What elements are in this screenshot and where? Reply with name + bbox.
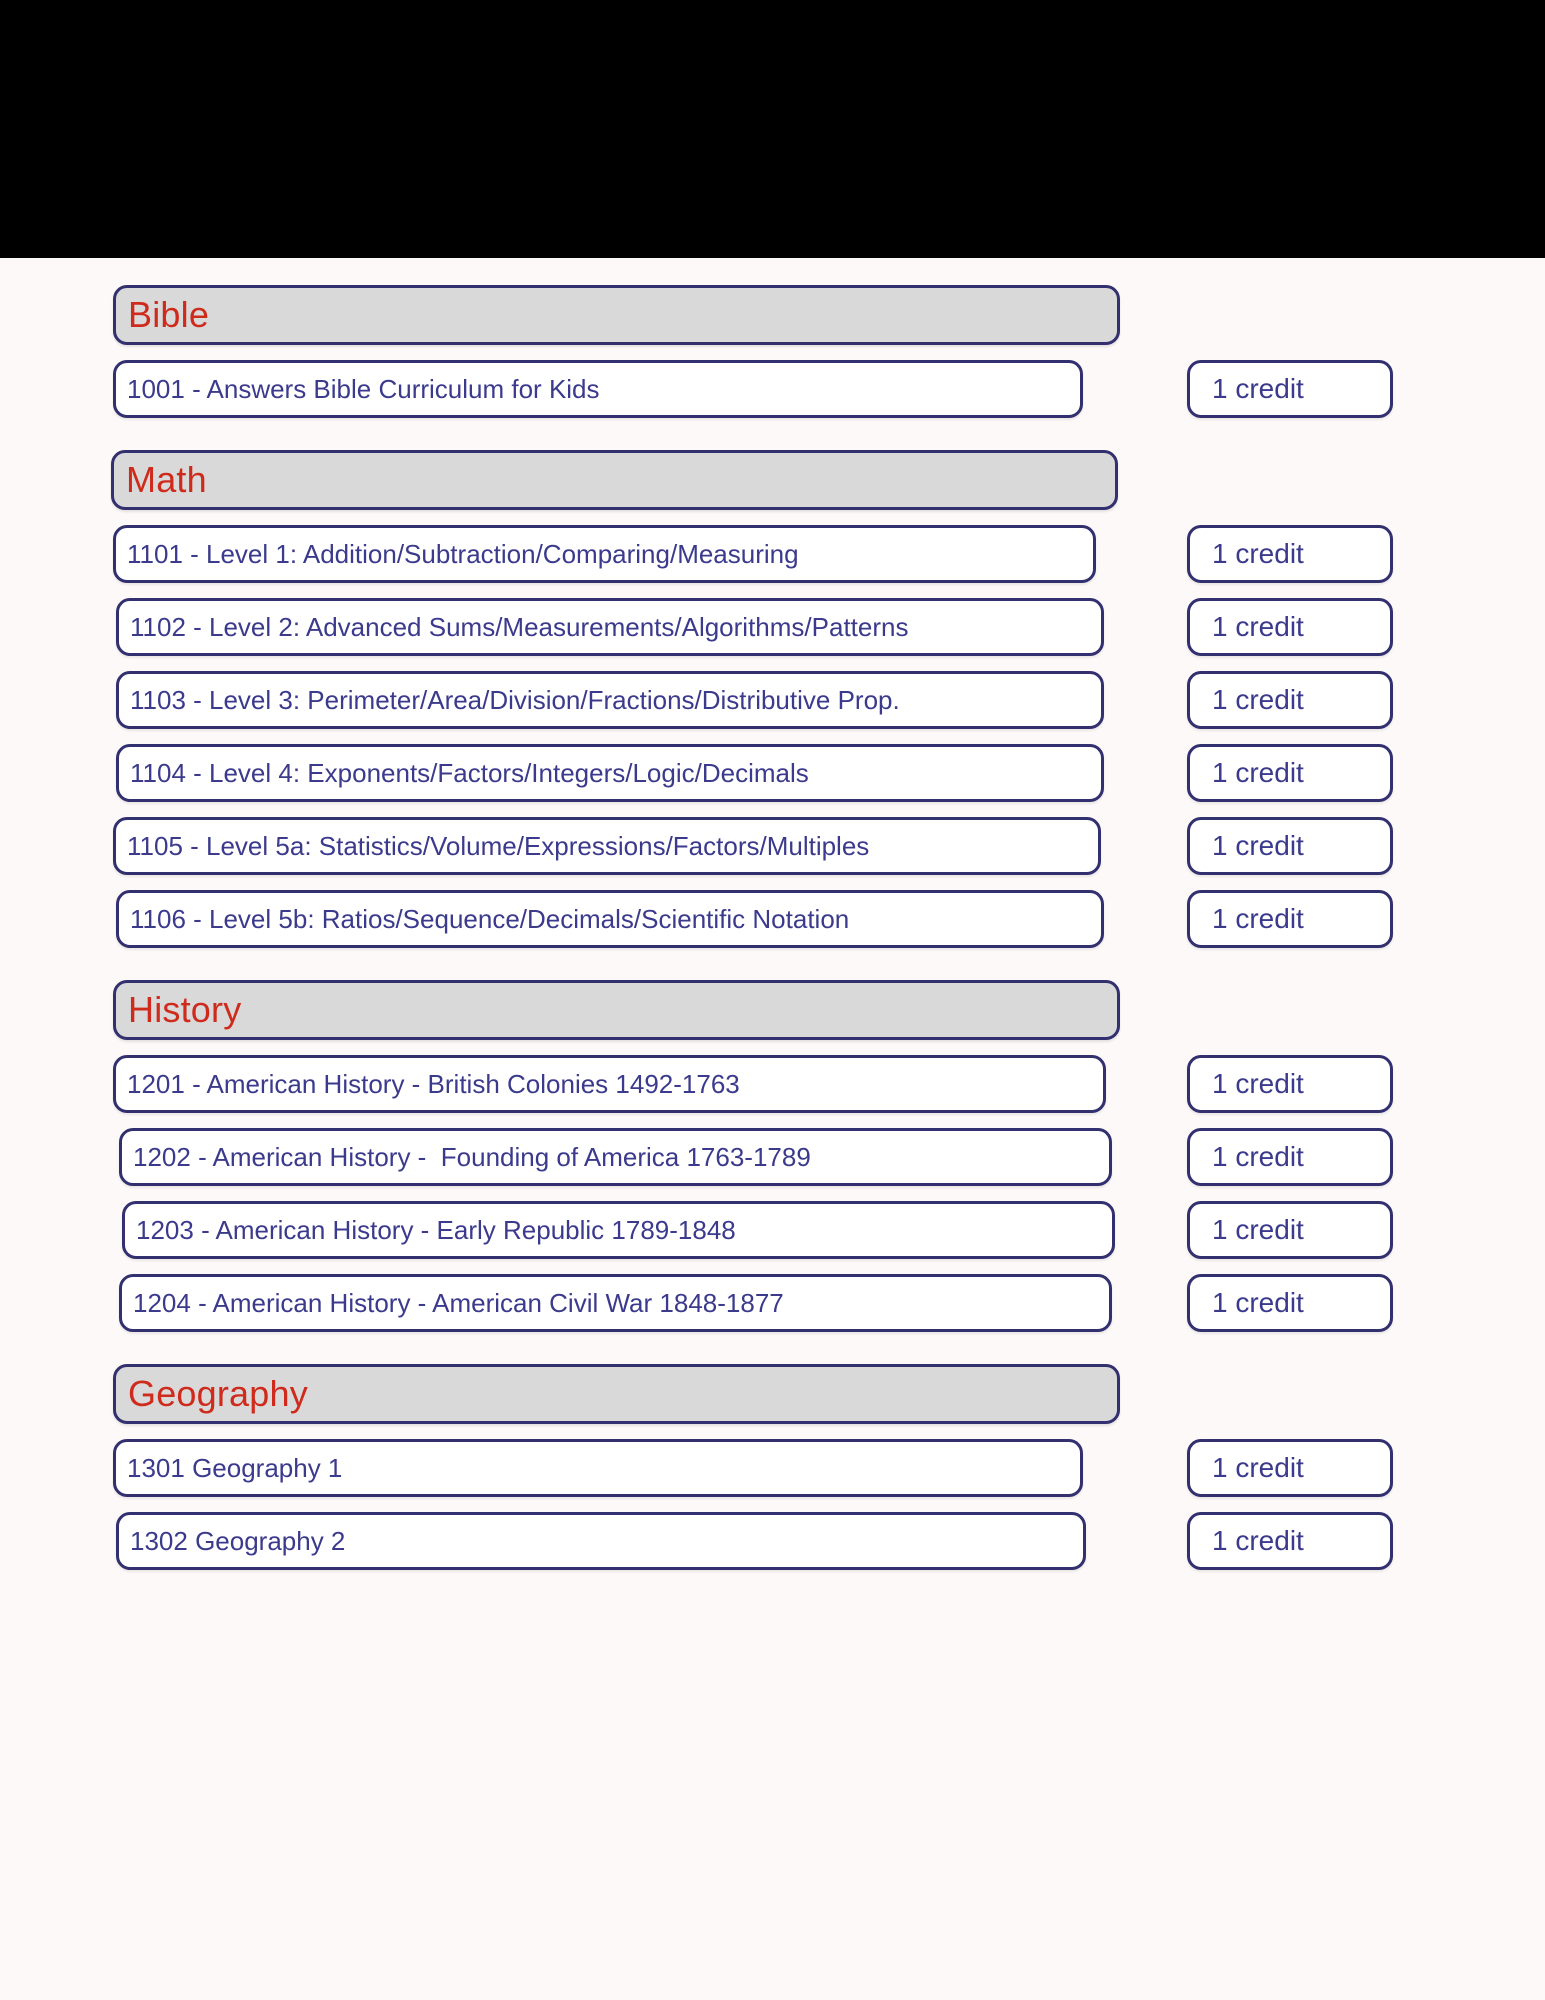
course-name: 1203 - American History - Early Republic 1789-1848 [136, 1215, 736, 1245]
course-rows [113, 360, 1393, 418]
course-credit: 1 credit [1212, 830, 1304, 861]
course-row [113, 598, 1393, 656]
section-math [113, 450, 1393, 948]
course-name-box[interactable] [116, 598, 1104, 656]
course-credit-box[interactable] [1187, 890, 1393, 948]
course-credit-box[interactable] [1187, 525, 1393, 583]
course-rows [113, 525, 1393, 948]
course-list-sheet [0, 258, 1545, 2000]
course-name-box[interactable] [113, 1055, 1106, 1113]
section-header-geography [113, 1364, 1120, 1424]
course-credit-box[interactable] [1187, 1512, 1393, 1570]
course-name-box[interactable] [116, 744, 1104, 802]
course-name-box[interactable] [113, 1439, 1083, 1497]
section-geography [113, 1364, 1393, 1570]
section-title: History [128, 989, 242, 1030]
course-name: 1001 - Answers Bible Curriculum for Kids [127, 374, 600, 404]
course-credit: 1 credit [1212, 684, 1304, 715]
course-name-box[interactable] [119, 1274, 1112, 1332]
section-header-math [111, 450, 1118, 510]
course-credit-box[interactable] [1187, 744, 1393, 802]
course-name-box[interactable] [116, 1512, 1086, 1570]
section-title: Bible [128, 294, 210, 335]
course-row [113, 1512, 1393, 1570]
course-row [113, 744, 1393, 802]
course-credit: 1 credit [1212, 1287, 1304, 1318]
section-header-history [113, 980, 1120, 1040]
course-list [113, 285, 1393, 1570]
course-credit: 1 credit [1212, 903, 1304, 934]
section-bible [113, 285, 1393, 418]
course-credit-box[interactable] [1187, 1439, 1393, 1497]
section-title: Geography [128, 1373, 308, 1414]
course-name: 1102 - Level 2: Advanced Sums/Measurements/Algorithms/Patterns [130, 612, 909, 642]
course-name: 1106 - Level 5b: Ratios/Sequence/Decimals/Scientific Notation [130, 904, 850, 934]
course-name: 1101 - Level 1: Addition/Subtraction/Comparing/Measuring [127, 539, 799, 569]
course-rows [113, 1439, 1393, 1570]
course-name: 1104 - Level 4: Exponents/Factors/Integers/Logic/Decimals [130, 758, 809, 788]
section-title: Math [126, 459, 207, 500]
course-credit-box[interactable] [1187, 817, 1393, 875]
course-rows [113, 1055, 1393, 1332]
course-name: 1201 - American History - British Colonies 1492-1763 [127, 1069, 740, 1099]
course-row [113, 1439, 1393, 1497]
course-name: 1204 - American History - American Civil War 1848-1877 [133, 1288, 784, 1318]
course-credit: 1 credit [1212, 1214, 1304, 1245]
course-credit: 1 credit [1212, 1452, 1304, 1483]
course-credit-box[interactable] [1187, 598, 1393, 656]
top-black-bar [0, 0, 1545, 258]
course-name-box[interactable] [113, 525, 1096, 583]
section-header-bible [113, 285, 1120, 345]
course-name: 1105 - Level 5a: Statistics/Volume/Expressions/Factors/Multiples [127, 831, 870, 861]
course-name-box[interactable] [113, 360, 1083, 418]
course-name-box[interactable] [116, 890, 1104, 948]
course-credit: 1 credit [1212, 538, 1304, 569]
course-row [113, 671, 1393, 729]
course-row [113, 890, 1393, 948]
course-credit: 1 credit [1212, 757, 1304, 788]
course-row [113, 1201, 1393, 1259]
course-credit-box[interactable] [1187, 1274, 1393, 1332]
course-row [113, 360, 1393, 418]
course-name: 1301 Geography 1 [127, 1453, 343, 1483]
course-name-box[interactable] [116, 671, 1104, 729]
course-credit-box[interactable] [1187, 360, 1393, 418]
course-row [113, 1055, 1393, 1113]
course-credit-box[interactable] [1187, 1201, 1393, 1259]
course-name: 1202 - American History - Founding of America 1763-1789 [133, 1142, 811, 1172]
course-row [113, 1128, 1393, 1186]
course-credit: 1 credit [1212, 1068, 1304, 1099]
course-credit-box[interactable] [1187, 1128, 1393, 1186]
course-credit: 1 credit [1212, 1525, 1304, 1556]
course-row [113, 525, 1393, 583]
course-row [113, 1274, 1393, 1332]
course-credit: 1 credit [1212, 1141, 1304, 1172]
course-name-box[interactable] [122, 1201, 1115, 1259]
course-credit-box[interactable] [1187, 1055, 1393, 1113]
course-credit: 1 credit [1212, 611, 1304, 642]
course-name: 1103 - Level 3: Perimeter/Area/Division/Fractions/Distributive Prop. [130, 685, 900, 715]
course-name-box[interactable] [119, 1128, 1112, 1186]
course-name-box[interactable] [113, 817, 1101, 875]
course-credit: 1 credit [1212, 373, 1304, 404]
course-row [113, 817, 1393, 875]
course-name: 1302 Geography 2 [130, 1526, 346, 1556]
section-history [113, 980, 1393, 1332]
course-credit-box[interactable] [1187, 671, 1393, 729]
